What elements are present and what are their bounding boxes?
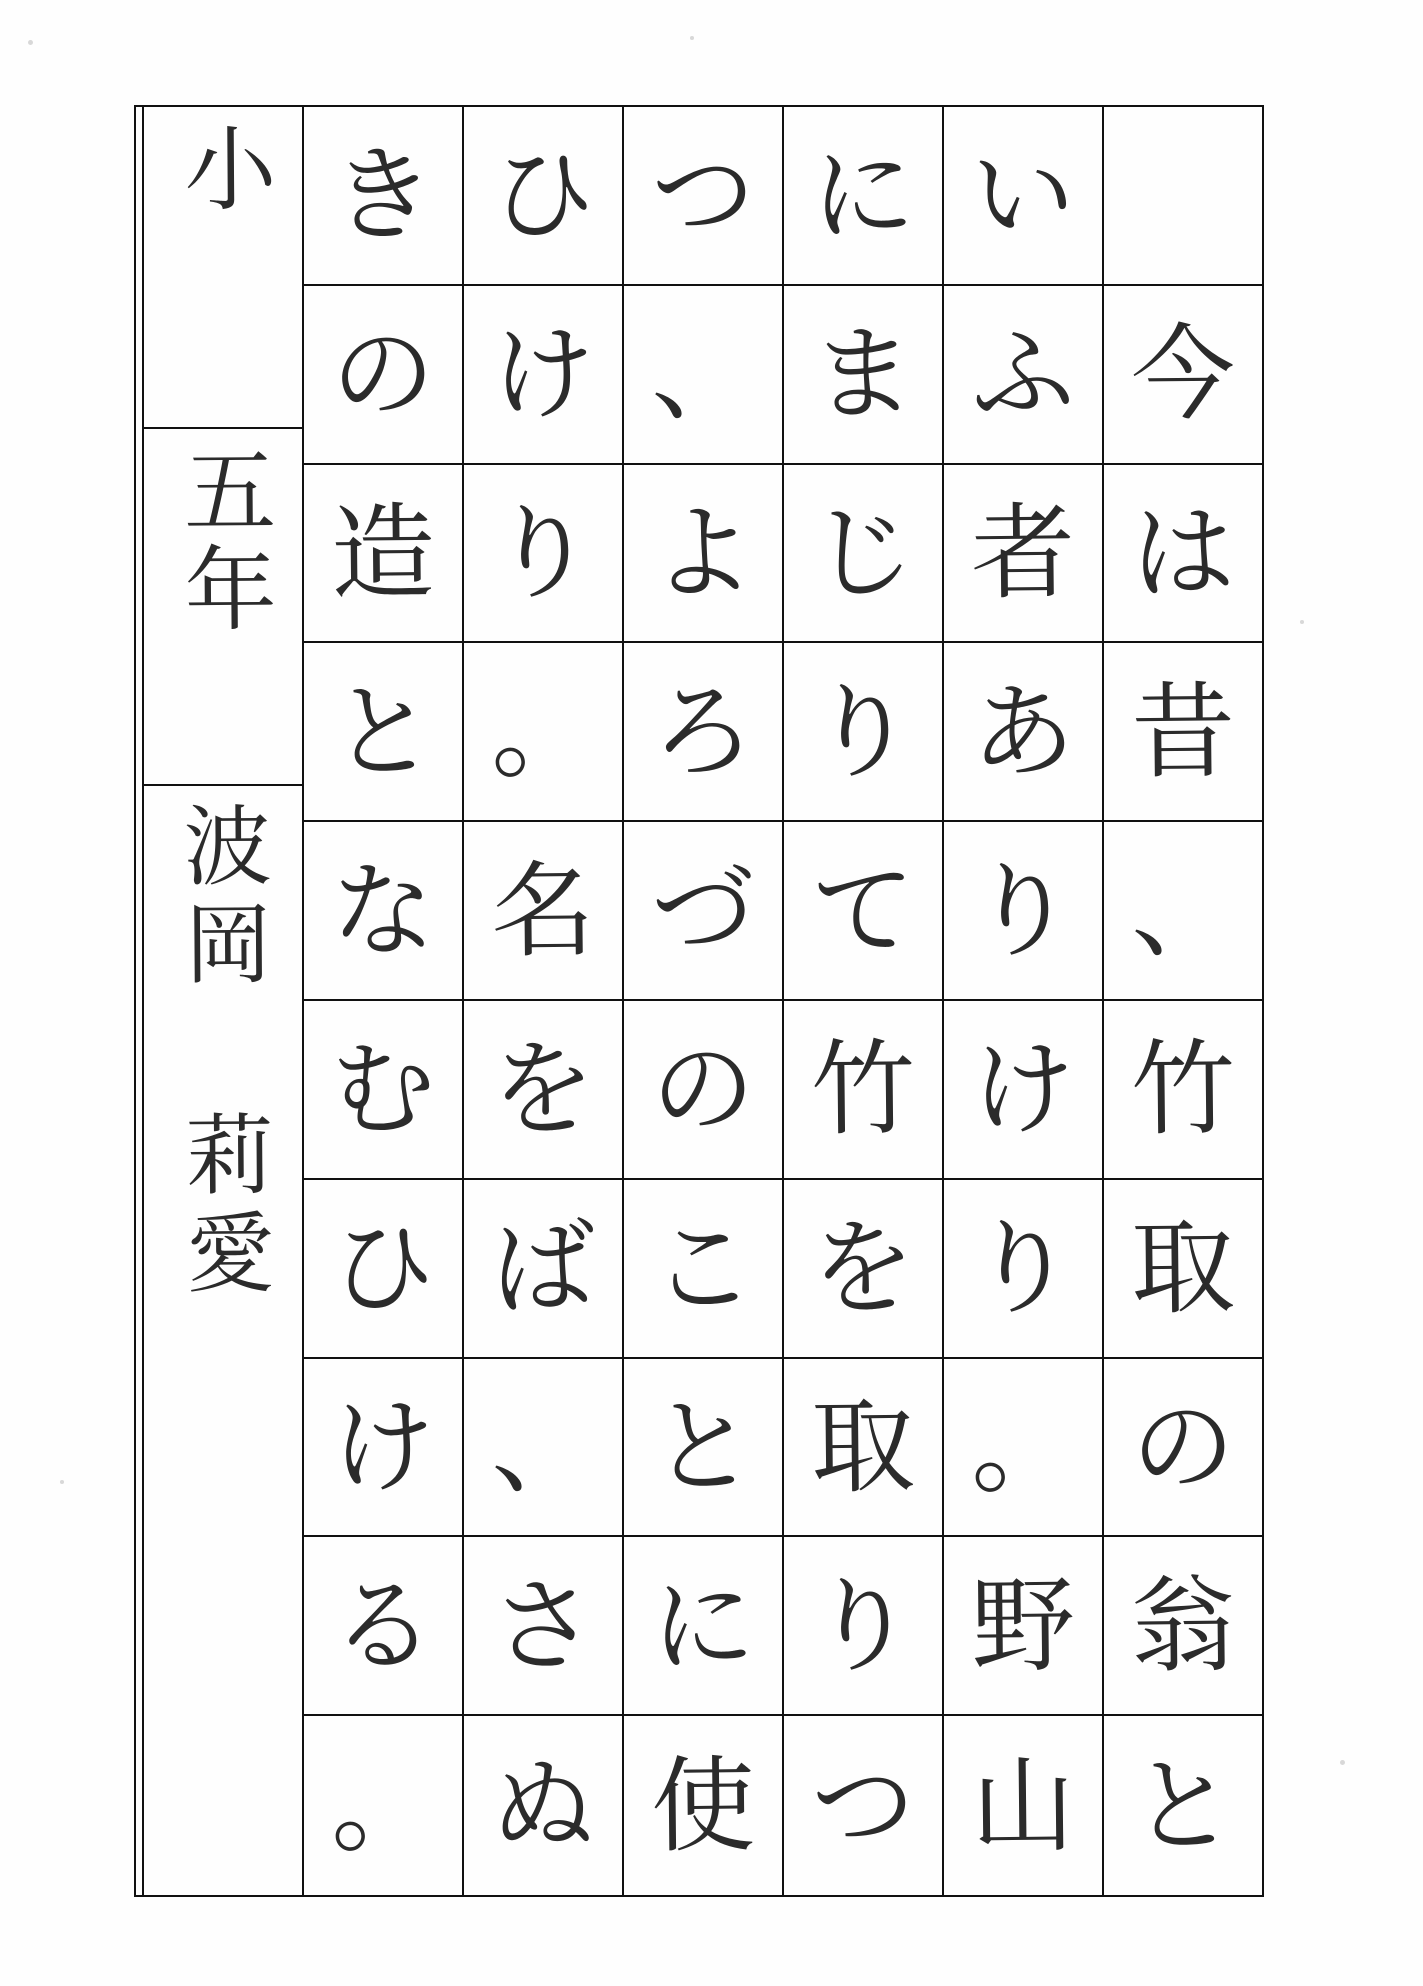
glyph: ろ (650, 670, 756, 794)
glyph: つ (650, 133, 756, 257)
grid-cell (944, 1180, 1102, 1359)
student-name-block (144, 786, 302, 1895)
scan-speck (60, 1480, 64, 1484)
grid-cell (464, 1001, 622, 1180)
grid-cell (464, 1716, 622, 1895)
grid-cell (944, 1716, 1102, 1895)
grid-cell (624, 1716, 782, 1895)
glyph: と (650, 1385, 756, 1509)
glyph: な (330, 849, 436, 973)
manuscript-grid (134, 105, 1264, 1897)
glyph: は (1130, 491, 1236, 615)
grade-school-label: 小 (169, 120, 278, 220)
grid-cell (1104, 643, 1262, 822)
scan-speck (690, 36, 694, 40)
heading-column (142, 107, 302, 1895)
text-column-1 (1102, 107, 1262, 1895)
grid-cell (784, 1537, 942, 1716)
glyph: 。 (970, 1385, 1076, 1509)
text-column-5 (462, 107, 622, 1895)
glyph: 竹 (810, 1027, 916, 1151)
grid-cell (624, 465, 782, 644)
glyph: の (650, 1027, 756, 1151)
glyph: る (330, 1564, 436, 1688)
grid-cell (1104, 822, 1262, 1001)
scan-speck (28, 40, 33, 45)
grid-cell (464, 286, 622, 465)
glyph: 使 (650, 1744, 756, 1868)
glyph: 野 (970, 1564, 1076, 1688)
glyph: 。 (490, 670, 596, 794)
grid-cell (784, 822, 942, 1001)
grid-cell (304, 465, 462, 644)
glyph: 翁 (1130, 1564, 1236, 1688)
grid-cell (784, 107, 942, 286)
grid-cell (464, 107, 622, 286)
glyph: り (490, 491, 596, 615)
glyph: に (810, 133, 916, 257)
grid-cell (944, 1359, 1102, 1538)
grid-cell (1104, 107, 1262, 286)
grid-cell (1104, 465, 1262, 644)
glyph: 取 (1130, 1206, 1236, 1330)
glyph: 今 (1130, 312, 1236, 436)
glyph: 。 (330, 1744, 436, 1868)
grid-cell (624, 1180, 782, 1359)
grid-cell (304, 1359, 462, 1538)
grid-cell (304, 1716, 462, 1895)
glyph: に (650, 1564, 756, 1688)
grid-cell (304, 1180, 462, 1359)
grid-cell (464, 1537, 622, 1716)
text-column-2 (942, 107, 1102, 1895)
glyph: ば (490, 1206, 596, 1330)
glyph: と (330, 670, 436, 794)
glyph: 、 (1130, 849, 1236, 973)
grid-cell (464, 643, 622, 822)
glyph: よ (650, 491, 756, 615)
glyph: り (970, 849, 1076, 973)
glyph: き (330, 133, 436, 257)
grid-cell (944, 107, 1102, 286)
grid-cell (624, 1001, 782, 1180)
glyph: む (330, 1027, 436, 1151)
grid-cell (944, 643, 1102, 822)
grid-cell (944, 822, 1102, 1001)
glyph: ぬ (490, 1744, 596, 1868)
text-column-3 (782, 107, 942, 1895)
glyph: ま (810, 312, 916, 436)
glyph: り (970, 1206, 1076, 1330)
grid-cell (1104, 286, 1262, 465)
grid-cell (944, 1001, 1102, 1180)
grid-cell (784, 643, 942, 822)
grid-cell (304, 643, 462, 822)
glyph: 取 (810, 1385, 916, 1509)
glyph: け (330, 1385, 436, 1509)
glyph: 、 (650, 312, 756, 436)
grid-cell (784, 465, 942, 644)
grid-cell (1104, 1001, 1262, 1180)
text-column-4 (622, 107, 782, 1895)
grid-cell (624, 1537, 782, 1716)
glyph: の (1130, 1385, 1236, 1509)
glyph: こ (650, 1206, 756, 1330)
glyph: さ (490, 1564, 596, 1688)
grid-cell (304, 1001, 462, 1180)
glyph: 名 (490, 849, 596, 973)
glyph: 竹 (1130, 1027, 1236, 1151)
glyph: ひ (490, 133, 596, 257)
grid-cell (1104, 1716, 1262, 1895)
glyph: ひ (330, 1206, 436, 1330)
glyph: を (490, 1027, 596, 1151)
grid-cell (464, 1359, 622, 1538)
grid-cell (464, 465, 622, 644)
grid-cell (784, 1359, 942, 1538)
grid-cell (784, 1180, 942, 1359)
grid-cell (1104, 1359, 1262, 1538)
glyph: と (1130, 1744, 1236, 1868)
glyph: 、 (490, 1385, 596, 1509)
grid-cell (784, 1716, 942, 1895)
grade-year-label: 五年 (168, 442, 278, 640)
glyph: り (810, 1564, 916, 1688)
scan-speck (1300, 620, 1304, 624)
glyph: づ (650, 849, 756, 973)
glyph: の (330, 312, 436, 436)
glyph: て (810, 849, 916, 973)
glyph: け (970, 1027, 1076, 1151)
glyph: 造 (330, 491, 436, 615)
grid-cell (1104, 1537, 1262, 1716)
grid-cell (304, 822, 462, 1001)
glyph: り (810, 670, 916, 794)
glyph: ふ (970, 312, 1076, 436)
grid-cell (464, 1180, 622, 1359)
glyph: け (490, 312, 596, 436)
glyph: を (810, 1206, 916, 1330)
grid-cell (784, 1001, 942, 1180)
grid-cell (304, 1537, 462, 1716)
grid-cell (624, 822, 782, 1001)
grid-cell (624, 286, 782, 465)
glyph: じ (810, 491, 916, 615)
grade-school-block (144, 107, 302, 429)
grid-cell (944, 1537, 1102, 1716)
grid-cell (944, 286, 1102, 465)
grid-cell (624, 1359, 782, 1538)
student-name-label: 波岡 莉愛 (169, 800, 277, 1306)
grid-cell (784, 286, 942, 465)
grid-cell (624, 107, 782, 286)
glyph: 昔 (1130, 670, 1236, 794)
grid-cell (624, 643, 782, 822)
grid-cell (464, 822, 622, 1001)
scan-speck (1340, 1760, 1345, 1765)
glyph: 山 (970, 1744, 1076, 1868)
glyph: 者 (970, 491, 1076, 615)
grade-year-block (144, 429, 302, 787)
glyph: い (970, 133, 1076, 257)
grid-cell (944, 465, 1102, 644)
glyph: つ (810, 1744, 916, 1868)
grid-cell (1104, 1180, 1262, 1359)
grid-cell (304, 286, 462, 465)
text-column-6 (302, 107, 462, 1895)
grid-cell (304, 107, 462, 286)
glyph: あ (970, 670, 1076, 794)
